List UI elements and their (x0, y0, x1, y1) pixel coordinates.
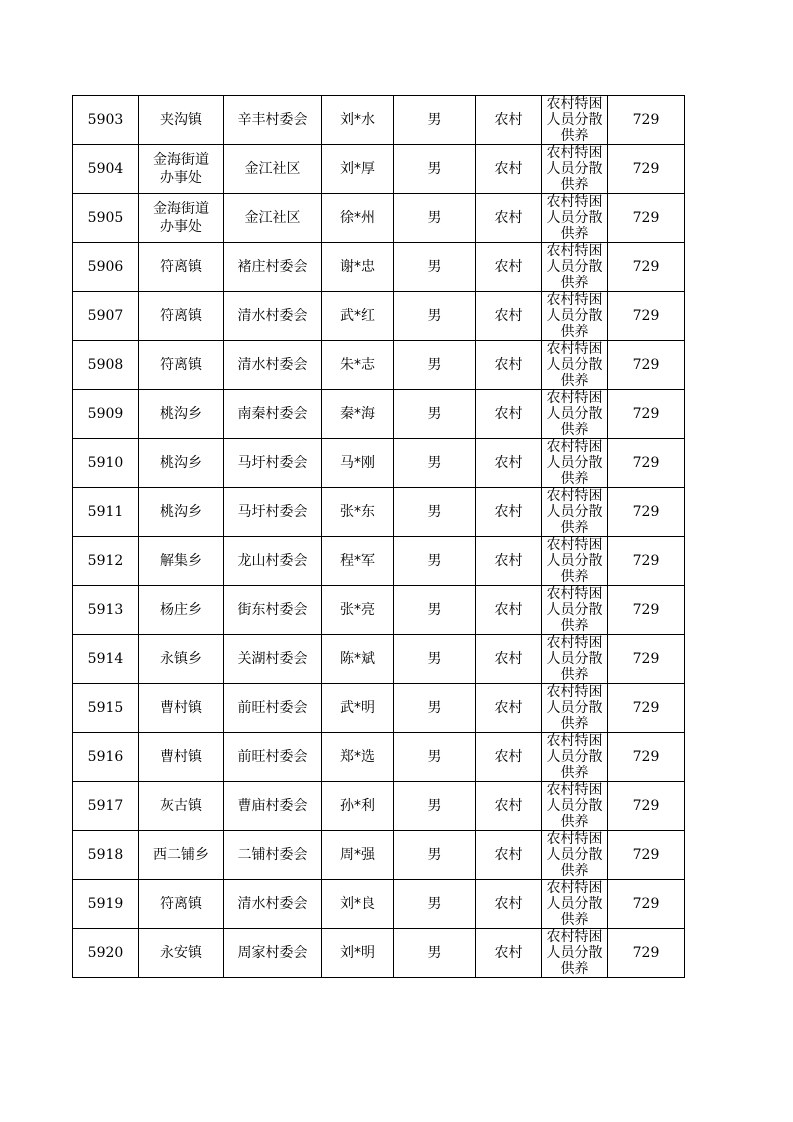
township-cell: 金海街道办事处 (139, 194, 224, 243)
table-row (73, 439, 685, 488)
village-committee-cell: 前旺村委会 (224, 733, 322, 782)
gender-cell: 男 (394, 341, 476, 390)
table-row (73, 635, 685, 684)
serial-number-cell: 5912 (73, 537, 139, 586)
amount-cell: 729 (608, 635, 685, 684)
gender-cell: 男 (394, 733, 476, 782)
person-name-cell: 刘*良 (322, 880, 394, 929)
amount-cell: 729 (608, 292, 685, 341)
township-cell: 曹村镇 (139, 733, 224, 782)
serial-number-cell: 5905 (73, 194, 139, 243)
township-cell: 桃沟乡 (139, 488, 224, 537)
table-row (73, 586, 685, 635)
household-area-cell: 农村 (476, 782, 542, 831)
household-area-cell: 农村 (476, 880, 542, 929)
household-area-cell: 农村 (476, 537, 542, 586)
amount-cell: 729 (608, 390, 685, 439)
gender-cell: 男 (394, 929, 476, 978)
household-area-cell: 农村 (476, 733, 542, 782)
serial-number-cell: 5919 (73, 880, 139, 929)
gender-cell: 男 (394, 635, 476, 684)
person-name-cell: 张*亮 (322, 586, 394, 635)
village-committee-cell: 关湖村委会 (224, 635, 322, 684)
support-type-cell: 农村特困人员分散供养 (542, 929, 608, 978)
gender-cell: 男 (394, 439, 476, 488)
household-area-cell: 农村 (476, 586, 542, 635)
serial-number-cell: 5908 (73, 341, 139, 390)
table-row (73, 537, 685, 586)
household-area-cell: 农村 (476, 96, 542, 145)
household-area-cell: 农村 (476, 831, 542, 880)
table-row (73, 96, 685, 145)
village-committee-cell: 清水村委会 (224, 341, 322, 390)
village-committee-cell: 马圩村委会 (224, 488, 322, 537)
household-area-cell: 农村 (476, 439, 542, 488)
township-cell: 西二铺乡 (139, 831, 224, 880)
gender-cell: 男 (394, 194, 476, 243)
township-cell: 解集乡 (139, 537, 224, 586)
person-name-cell: 马*刚 (322, 439, 394, 488)
person-name-cell: 周*强 (322, 831, 394, 880)
village-committee-cell: 褚庄村委会 (224, 243, 322, 292)
household-area-cell: 农村 (476, 194, 542, 243)
household-area-cell: 农村 (476, 635, 542, 684)
gender-cell: 男 (394, 684, 476, 733)
serial-number-cell: 5917 (73, 782, 139, 831)
gender-cell: 男 (394, 586, 476, 635)
table-row (73, 243, 685, 292)
township-cell: 桃沟乡 (139, 439, 224, 488)
support-type-cell: 农村特困人员分散供养 (542, 96, 608, 145)
amount-cell: 729 (608, 537, 685, 586)
amount-cell: 729 (608, 929, 685, 978)
village-committee-cell: 街东村委会 (224, 586, 322, 635)
table-row (73, 488, 685, 537)
beneficiary-table (72, 95, 685, 978)
serial-number-cell: 5906 (73, 243, 139, 292)
amount-cell: 729 (608, 439, 685, 488)
serial-number-cell: 5914 (73, 635, 139, 684)
township-cell: 曹村镇 (139, 684, 224, 733)
serial-number-cell: 5909 (73, 390, 139, 439)
village-committee-cell: 前旺村委会 (224, 684, 322, 733)
person-name-cell: 刘*水 (322, 96, 394, 145)
support-type-cell: 农村特困人员分散供养 (542, 684, 608, 733)
township-cell: 符离镇 (139, 243, 224, 292)
amount-cell: 729 (608, 880, 685, 929)
gender-cell: 男 (394, 390, 476, 439)
support-type-cell: 农村特困人员分散供养 (542, 292, 608, 341)
serial-number-cell: 5904 (73, 145, 139, 194)
amount-cell: 729 (608, 145, 685, 194)
household-area-cell: 农村 (476, 488, 542, 537)
person-name-cell: 程*军 (322, 537, 394, 586)
amount-cell: 729 (608, 96, 685, 145)
gender-cell: 男 (394, 488, 476, 537)
gender-cell: 男 (394, 782, 476, 831)
village-committee-cell: 清水村委会 (224, 880, 322, 929)
table-body (73, 96, 685, 978)
amount-cell: 729 (608, 831, 685, 880)
gender-cell: 男 (394, 96, 476, 145)
table-row (73, 684, 685, 733)
table-row (73, 782, 685, 831)
township-cell: 符离镇 (139, 341, 224, 390)
township-cell: 符离镇 (139, 292, 224, 341)
amount-cell: 729 (608, 194, 685, 243)
amount-cell: 729 (608, 243, 685, 292)
household-area-cell: 农村 (476, 243, 542, 292)
gender-cell: 男 (394, 145, 476, 194)
table-row (73, 831, 685, 880)
person-name-cell: 武*红 (322, 292, 394, 341)
village-committee-cell: 马圩村委会 (224, 439, 322, 488)
village-committee-cell: 周家村委会 (224, 929, 322, 978)
household-area-cell: 农村 (476, 145, 542, 194)
table-row (73, 733, 685, 782)
serial-number-cell: 5920 (73, 929, 139, 978)
village-committee-cell: 辛丰村委会 (224, 96, 322, 145)
person-name-cell: 刘*厚 (322, 145, 394, 194)
gender-cell: 男 (394, 880, 476, 929)
township-cell: 永镇乡 (139, 635, 224, 684)
household-area-cell: 农村 (476, 341, 542, 390)
person-name-cell: 陈*斌 (322, 635, 394, 684)
household-area-cell: 农村 (476, 292, 542, 341)
township-cell: 杨庄乡 (139, 586, 224, 635)
serial-number-cell: 5916 (73, 733, 139, 782)
village-committee-cell: 金江社区 (224, 194, 322, 243)
township-cell: 桃沟乡 (139, 390, 224, 439)
person-name-cell: 谢*忠 (322, 243, 394, 292)
serial-number-cell: 5915 (73, 684, 139, 733)
table-row (73, 341, 685, 390)
household-area-cell: 农村 (476, 929, 542, 978)
household-area-cell: 农村 (476, 390, 542, 439)
support-type-cell: 农村特困人员分散供养 (542, 439, 608, 488)
person-name-cell: 刘*明 (322, 929, 394, 978)
person-name-cell: 孙*利 (322, 782, 394, 831)
serial-number-cell: 5903 (73, 96, 139, 145)
table-row (73, 880, 685, 929)
serial-number-cell: 5911 (73, 488, 139, 537)
village-committee-cell: 金江社区 (224, 145, 322, 194)
person-name-cell: 武*明 (322, 684, 394, 733)
serial-number-cell: 5913 (73, 586, 139, 635)
township-cell: 灰古镇 (139, 782, 224, 831)
support-type-cell: 农村特困人员分散供养 (542, 880, 608, 929)
support-type-cell: 农村特困人员分散供养 (542, 537, 608, 586)
township-cell: 夹沟镇 (139, 96, 224, 145)
village-committee-cell: 二铺村委会 (224, 831, 322, 880)
support-type-cell: 农村特困人员分散供养 (542, 341, 608, 390)
household-area-cell: 农村 (476, 684, 542, 733)
support-type-cell: 农村特困人员分散供养 (542, 390, 608, 439)
support-type-cell: 农村特困人员分散供养 (542, 194, 608, 243)
amount-cell: 729 (608, 782, 685, 831)
person-name-cell: 徐*州 (322, 194, 394, 243)
township-cell: 金海街道办事处 (139, 145, 224, 194)
amount-cell: 729 (608, 684, 685, 733)
person-name-cell: 张*东 (322, 488, 394, 537)
person-name-cell: 朱*志 (322, 341, 394, 390)
table-row (73, 194, 685, 243)
support-type-cell: 农村特困人员分散供养 (542, 782, 608, 831)
table-row (73, 390, 685, 439)
village-committee-cell: 龙山村委会 (224, 537, 322, 586)
table-row (73, 145, 685, 194)
gender-cell: 男 (394, 292, 476, 341)
amount-cell: 729 (608, 341, 685, 390)
gender-cell: 男 (394, 537, 476, 586)
support-type-cell: 农村特困人员分散供养 (542, 243, 608, 292)
amount-cell: 729 (608, 488, 685, 537)
township-cell: 永安镇 (139, 929, 224, 978)
support-type-cell: 农村特困人员分散供养 (542, 831, 608, 880)
serial-number-cell: 5907 (73, 292, 139, 341)
gender-cell: 男 (394, 243, 476, 292)
township-cell: 符离镇 (139, 880, 224, 929)
person-name-cell: 郑*选 (322, 733, 394, 782)
table-row (73, 929, 685, 978)
support-type-cell: 农村特困人员分散供养 (542, 733, 608, 782)
gender-cell: 男 (394, 831, 476, 880)
village-committee-cell: 清水村委会 (224, 292, 322, 341)
village-committee-cell: 南秦村委会 (224, 390, 322, 439)
table-row (73, 292, 685, 341)
person-name-cell: 秦*海 (322, 390, 394, 439)
support-type-cell: 农村特困人员分散供养 (542, 586, 608, 635)
amount-cell: 729 (608, 733, 685, 782)
support-type-cell: 农村特困人员分散供养 (542, 635, 608, 684)
support-type-cell: 农村特困人员分散供养 (542, 488, 608, 537)
village-committee-cell: 曹庙村委会 (224, 782, 322, 831)
serial-number-cell: 5910 (73, 439, 139, 488)
amount-cell: 729 (608, 586, 685, 635)
serial-number-cell: 5918 (73, 831, 139, 880)
support-type-cell: 农村特困人员分散供养 (542, 145, 608, 194)
